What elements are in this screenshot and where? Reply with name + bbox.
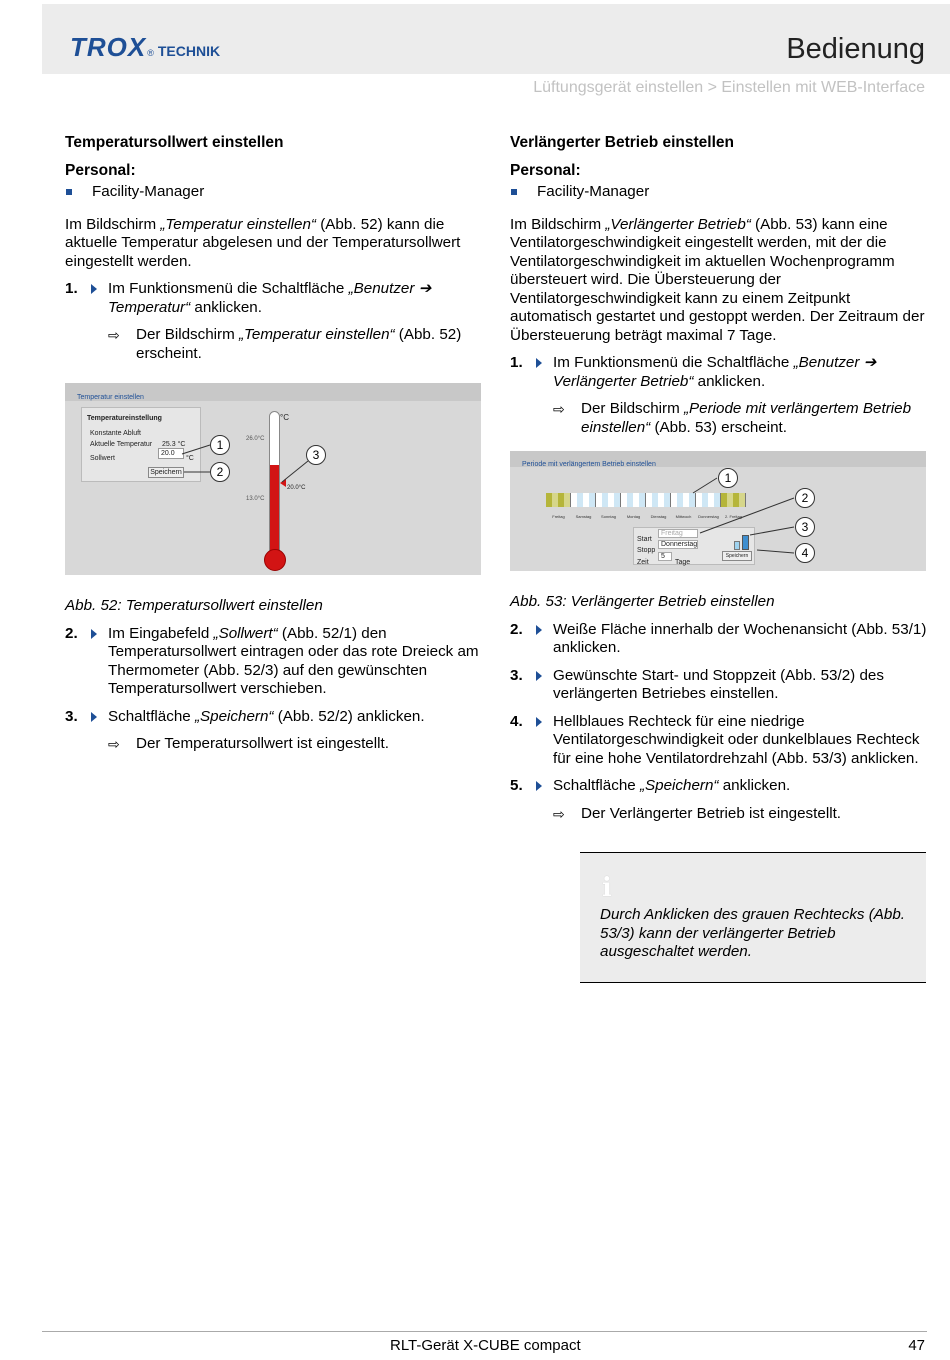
panel-title: Temperatureinstellung bbox=[87, 415, 162, 422]
logo-technik: TECHNIK bbox=[157, 43, 221, 59]
week-day-label: 2. Freitag bbox=[725, 514, 742, 519]
section-heading: Temperatursollwert einstellen bbox=[65, 134, 284, 151]
info-icon: i bbox=[602, 873, 612, 903]
row-label: Sollwert bbox=[90, 455, 115, 462]
intro-paragraph: Im Bildschirm „Temperatur einstellen“ (Abb. 52) kann die aktuelle Temperatur abgelesen und der Temperatursollwert eingestellt werden. bbox=[65, 215, 461, 270]
bullet-square-icon bbox=[66, 189, 72, 195]
week-day-label: Donnerstag bbox=[698, 514, 719, 519]
logo-trox: TROX bbox=[70, 32, 147, 62]
current-temperature: 25.3 °C bbox=[162, 441, 186, 448]
step-1: 1. Im Funktionsmenü die Schaltfläche „Benutzer ➔ Verlängerter Betrieb“ anklicken. bbox=[510, 354, 877, 390]
result-1: ⇨ Der Bildschirm „Periode mit verlängertem Betrieb einstellen“ (Abb. 53) erscheint. bbox=[553, 400, 912, 436]
result-arrow-icon: ⇨ bbox=[553, 805, 565, 822]
right-column bbox=[510, 134, 928, 832]
personal-label: Personal: bbox=[65, 161, 136, 179]
stop-select[interactable]: Donnerstag bbox=[658, 540, 698, 549]
step-4: 4. Hellblaues Rechteck für eine niedrige Ventilatorgeschwindigkeit oder dunkelblaues Rechteck für eine hohe Ventilatordrehzahl (Abb. 53/3) anklicken. bbox=[510, 712, 920, 767]
personal-item: Facility-Manager bbox=[510, 183, 928, 202]
save-button[interactable]: Speichern bbox=[722, 551, 752, 561]
week-day-label: Freitag bbox=[552, 514, 565, 519]
step-arrow-icon bbox=[535, 777, 553, 796]
step-arrow-icon bbox=[90, 708, 108, 727]
trox-logo bbox=[70, 32, 220, 63]
info-box bbox=[580, 852, 926, 983]
bullet-square-icon bbox=[511, 189, 517, 195]
callout-1: 1 bbox=[718, 468, 738, 488]
row-label: Konstante Abluft bbox=[90, 430, 141, 437]
result-arrow-icon: ⇨ bbox=[553, 401, 565, 417]
step-arrow-icon bbox=[535, 621, 553, 658]
callout-4: 4 bbox=[795, 543, 815, 563]
step-3: 3. Gewünschte Start- und Stoppzeit (Abb. 53/2) des verlängerten Betriebes einstellen. bbox=[510, 666, 884, 702]
setpoint-input[interactable]: 20.0 bbox=[158, 448, 184, 459]
duration-input[interactable]: 5 bbox=[658, 552, 672, 561]
page-title: Bedienung bbox=[786, 33, 925, 65]
step-arrow-icon bbox=[535, 354, 553, 391]
window-title: Periode mit verlängertem Betrieb einstellen bbox=[522, 461, 656, 468]
callout-2: 2 bbox=[210, 462, 230, 482]
start-select[interactable]: Freitag bbox=[658, 529, 698, 538]
personal-item: Facility-Manager bbox=[65, 183, 483, 202]
step-2: 2. Im Eingabefeld „Sollwert“ (Abb. 52/1) den Temperatursollwert eintragen oder das rote Dreieck am Thermometer (Abb. 52/3) auf den gewünschten Temperatursollwert verschieben. bbox=[65, 624, 479, 697]
figure-53-screenshot: Periode mit verlängertem Betrieb einstellen Freitag Samstag Sonntag Montag Dienstag Mittwoch Donnerstag 2. Freitag Start Freitag Stopp Donnerstag Zeit 5 Tage Speichern 1 2 3 4 bbox=[510, 451, 926, 571]
save-button[interactable]: Speichern bbox=[148, 467, 184, 478]
week-day-label: Sonntag bbox=[601, 514, 616, 519]
step-2: 2. Weiße Fläche innerhalb der Wochenansicht (Abb. 53/1) anklicken. bbox=[510, 620, 927, 656]
week-day-label: Mittwoch bbox=[675, 514, 692, 519]
info-text: Durch Anklicken des grauen Rechtecks (Abb. 53/3) kann der verlängerter Betrieb ausgeschaltet werden. bbox=[600, 906, 906, 960]
step-arrow-icon bbox=[535, 713, 553, 769]
callout-3: 3 bbox=[795, 517, 815, 537]
step-1: 1. Im Funktionsmenü die Schaltfläche „Benutzer ➔ Temperatur“ anklicken. bbox=[65, 280, 432, 316]
page-header bbox=[42, 4, 950, 74]
footer-document-title: RLT-Gerät X-CUBE compact bbox=[390, 1337, 581, 1354]
personal-label: Personal: bbox=[510, 161, 581, 179]
result-arrow-icon: ⇨ bbox=[108, 736, 120, 752]
figure-caption: Abb. 52: Temperatursollwert einstellen bbox=[65, 597, 323, 614]
callout-2: 2 bbox=[795, 488, 815, 508]
step-arrow-icon bbox=[90, 625, 108, 699]
result-3: ⇨ Der Temperatursollwert ist eingestellt. bbox=[108, 735, 389, 752]
result-5: ⇨ Der Verlängerter Betrieb ist eingestellt. bbox=[553, 804, 842, 822]
callout-1: 1 bbox=[210, 435, 230, 455]
section-heading: Verlängerter Betrieb einstellen bbox=[510, 134, 734, 151]
step-5: 5. Schaltfläche „Speichern“ anklicken. bbox=[510, 777, 791, 794]
week-day-label: Dienstag bbox=[650, 514, 667, 519]
callout-3: 3 bbox=[306, 445, 326, 465]
page-number: 47 bbox=[908, 1337, 925, 1354]
result-1: ⇨ Der Bildschirm „Temperatur einstellen“ (Abb. 52) erscheint. bbox=[108, 326, 462, 362]
week-day-label: Samstag bbox=[575, 514, 592, 519]
callout-lines bbox=[510, 451, 926, 571]
row-label: Aktuelle Temperatur bbox=[90, 441, 153, 448]
result-arrow-icon: ⇨ bbox=[108, 327, 120, 343]
step-3: 3. Schaltfläche „Speichern“ (Abb. 52/2) anklicken. bbox=[65, 707, 425, 725]
logo-registered: ® bbox=[147, 48, 154, 58]
figure-caption: Abb. 53: Verlängerter Betrieb einstellen bbox=[510, 593, 775, 610]
step-arrow-icon bbox=[90, 280, 108, 317]
callout-lines bbox=[65, 383, 481, 575]
week-day-label: Montag bbox=[626, 514, 641, 519]
window-title: Temperatur einstellen bbox=[77, 394, 144, 401]
figure-52-screenshot: Temperatur einstellen Temperatureinstellung Konstante Abluft Aktuelle Temperatur 25.3 °C Sollwert 20.0 °C Speichern °C 26.0°C 13.0°C 20.0°C 1 2 3 bbox=[65, 383, 481, 575]
breadcrumb: Lüftungsgerät einstellen > Einstellen mit WEB-Interface bbox=[533, 79, 925, 96]
step-arrow-icon bbox=[535, 667, 553, 704]
intro-paragraph: Im Bildschirm „Verlängerter Betrieb“ (Abb. 53) kann eine Ventilatorgeschwindigkeit eingestellt werden, mit der die Ventilatorgeschwindigkeit im aktuellen Wochenprogramm übersteuert wird. Die Übersteuerung der Ventilatorgeschwindigkeit kann zu einem Zeitpunkt automatisch gestartet und gestoppt werden. Der Zeitraum der Übersteuerung beträgt maximal 7 Tage. bbox=[510, 215, 925, 344]
left-column bbox=[65, 134, 483, 763]
footer-divider bbox=[42, 1331, 927, 1332]
